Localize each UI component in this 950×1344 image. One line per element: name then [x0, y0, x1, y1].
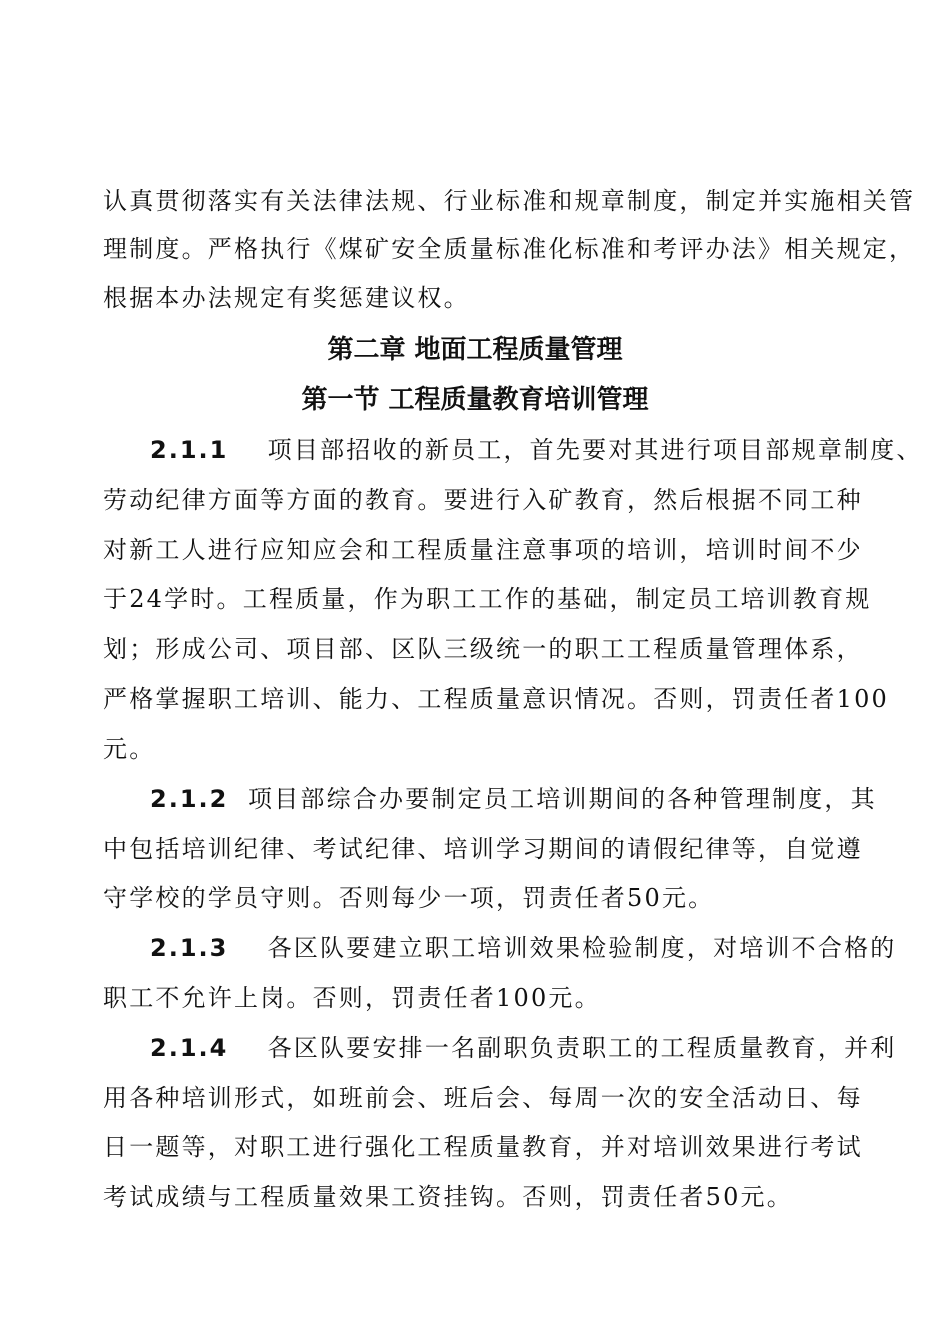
- article-first-line: [150, 783, 877, 815]
- article-text: 项目部综合办要制定员工培训期间的各种管理制度，其: [248, 785, 877, 813]
- article-number: 2.1.1: [150, 436, 229, 464]
- intro-line: 根据本办法规定有奖惩建议权。: [103, 284, 470, 312]
- article-line: 用各种培训形式，如班前会、班后会、每周一次的安全活动日、每: [103, 1084, 863, 1112]
- article-text: 各区队要建立职工培训效果检验制度，对培训不合格的: [267, 934, 897, 962]
- chapter-title: 第二章 地面工程质量管理: [327, 335, 623, 365]
- article-text: 各区队要安排一名副职负责职工的工程质量教育，并利: [267, 1034, 897, 1062]
- article-line: 划；形成公司、项目部、区队三级统一的职工工程质量管理体系，: [103, 635, 863, 663]
- article-line: 于24学时。工程质量，作为职工工作的基础，制定员工培训教育规: [103, 585, 872, 613]
- intro-line: 认真贯彻落实有关法律法规、行业标准和规章制度，制定并实施相关管: [103, 187, 916, 215]
- article-line: 守学校的学员守则。否则每少一项，罚责任者50元。: [103, 884, 715, 912]
- article-number: 2.1.4: [150, 1034, 229, 1062]
- article-number: 2.1.2: [150, 785, 229, 813]
- article-line: 日一题等，对职工进行强化工程质量教育，并对培训效果进行考试: [103, 1133, 863, 1161]
- article-text: 项目部招收的新员工，首先要对其进行项目部规章制度、: [267, 436, 923, 464]
- article-number: 2.1.3: [150, 934, 229, 962]
- article-line: 元。: [103, 735, 156, 763]
- section-title: 第一节 工程质量教育培训管理: [301, 385, 649, 415]
- article-line: 职工不允许上岗。否则，罚责任者100元。: [103, 984, 601, 1012]
- article-line: 对新工人进行应知应会和工程质量注意事项的培训，培训时间不少: [103, 536, 863, 564]
- intro-line: 理制度。严格执行《煤矿安全质量标准化标准和考评办法》相关规定，: [103, 235, 916, 263]
- article-line: 劳动纪律方面等方面的教育。要进行入矿教育，然后根据不同工种: [103, 486, 863, 514]
- article-line: 考试成绩与工程质量效果工资挂钩。否则，罚责任者50元。: [103, 1183, 793, 1211]
- article-line: 严格掌握职工培训、能力、工程质量意识情况。否则，罚责任者100: [103, 685, 890, 713]
- article-first-line: [150, 932, 897, 964]
- article-first-line: [150, 434, 923, 466]
- article-line: 中包括培训纪律、考试纪律、培训学习期间的请假纪律等，自觉遵: [103, 835, 863, 863]
- article-first-line: [150, 1032, 897, 1064]
